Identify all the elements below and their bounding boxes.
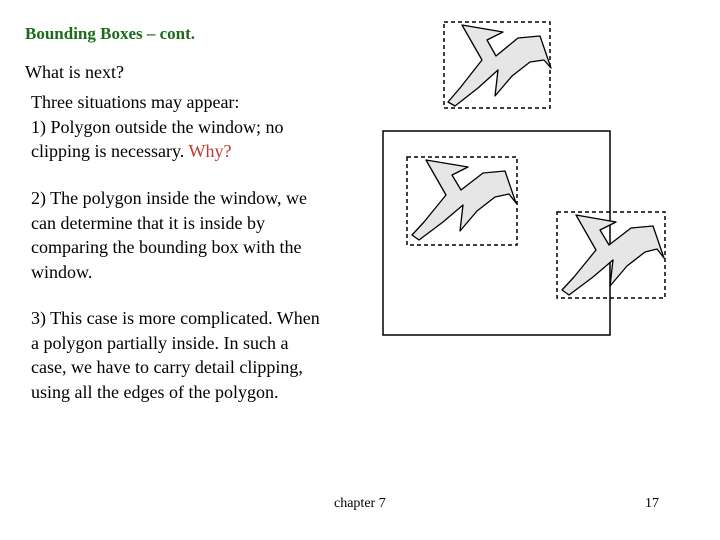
why-emphasis: Why? xyxy=(188,141,232,161)
outside-polygon-group xyxy=(444,22,551,108)
para1-line1: Three situations may appear: xyxy=(31,92,240,112)
partial-polygon xyxy=(562,215,664,295)
outside-polygon xyxy=(448,25,551,106)
para3-line2: a polygon partially inside. In such a xyxy=(31,332,289,353)
para2-line4: window. xyxy=(31,261,93,282)
inside-polygon-group xyxy=(407,157,517,245)
para2-line2: can determine that it is inside by xyxy=(31,212,265,233)
slide-subtitle: What is next? xyxy=(25,62,124,82)
para3-line1: 3) This case is more complicated. When xyxy=(31,308,320,328)
footer-chapter: chapter 7 xyxy=(334,496,386,511)
slide-title: Bounding Boxes – cont. xyxy=(25,24,196,43)
footer-page-number: 17 xyxy=(645,496,659,511)
para2-line1: 2) The polygon inside the window, we xyxy=(31,188,307,208)
para3-line3: case, we have to carry detail clipping, xyxy=(31,357,303,377)
para1-line3-text: clipping is necessary. xyxy=(31,141,189,161)
para3-line4: using all the edges of the polygon. xyxy=(31,381,279,402)
inside-polygon xyxy=(412,160,516,240)
para1-line2: 1) Polygon outside the window; no xyxy=(31,116,284,137)
para2-line3: comparing the bounding box with the xyxy=(31,237,302,257)
partial-polygon-group xyxy=(557,212,665,298)
